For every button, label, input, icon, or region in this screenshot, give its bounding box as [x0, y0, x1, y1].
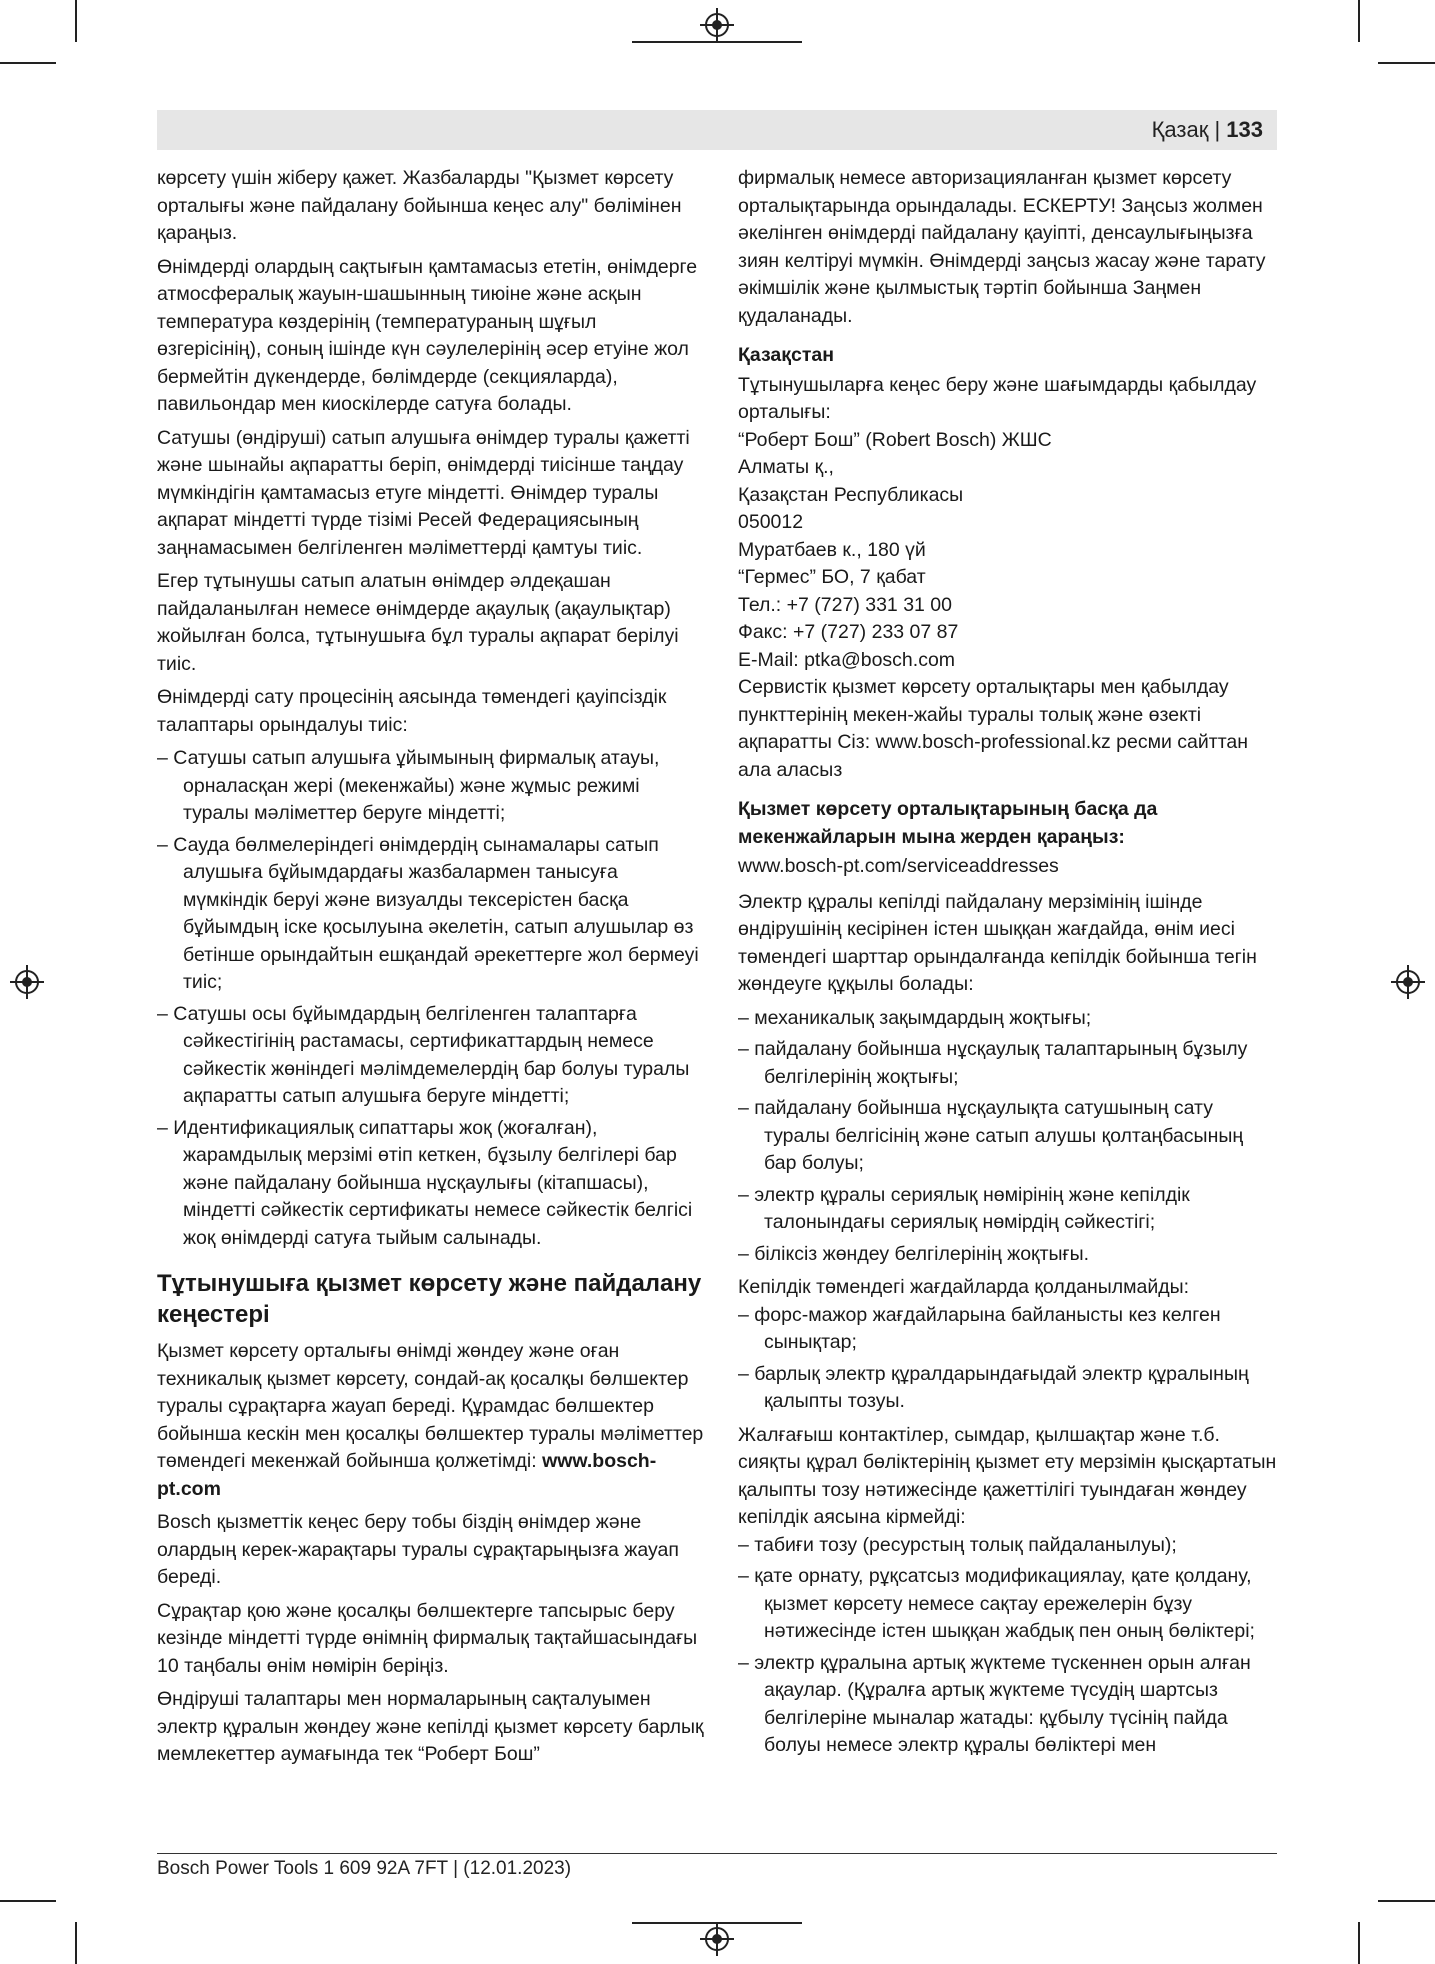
list-item: – барлық электр құралдарындағыдай электр құралының қалыпты тозуы. — [738, 1361, 1278, 1416]
registration-mark-icon — [700, 1922, 734, 1956]
kazakhstan-heading: Қазақстан — [738, 344, 835, 366]
paragraph: фирмалық немесе авторизацияланған қызмет көрсету орталықтарында орындалады. ЕСКЕРТУ! Заңсыз жолмен әкелінген өнімдерді пайдалану қауіпті, денсаулығыңызға зиян келтіруі мүмкін. Өнімдерді заңсыз жасау және тарату әкімшілік және қылмыстық тәртіп бойынша Заңмен қудаланады. — [738, 167, 1266, 327]
phone-line: Тел.: +7 (727) 331 31 00 — [738, 593, 952, 616]
paragraph: Сервистік қызмет көрсету орталықтары мен қабылдау пункттерінің мекен-жайы туралы толық және өзекті ақпаратты Сіз: www.bosch-professional.kz ресми сайттан ала аласыз — [738, 676, 1249, 781]
address-line: Алматы қ., — [738, 456, 834, 478]
paragraph: Bosch қызметтік кеңес беру тобы біздің өнімдер және олардың керек-жарақтары туралы сұрақтарыңызға жауап береді. — [157, 1511, 679, 1588]
list-item: – Сауда бөлмелеріндегі өнімдердің сынамалары сатып алушыға бұйымдардағы жазбалармен танысуға мүмкіндік беруі және визуалды тексерістен басқа бұйымдың іске қосылуына әкелетін, сатып алушылар өз бетінше орындайтын ешқандай әрекеттерге жол бермеуі тиіс; — [157, 832, 705, 997]
address-line: Муратбаев к., 180 үй — [738, 538, 926, 561]
safety-requirements-list — [157, 745, 705, 1252]
header-label: Қазақ | 133 — [1151, 117, 1263, 142]
website-link[interactable]: www.bosch-pt.com — [157, 1450, 657, 1500]
fax-line: Факс: +7 (727) 233 07 87 — [738, 621, 959, 643]
paragraph: Сұрақтар қою және қосалқы бөлшектерге тапсырыс беру кезінде міндетті түрде өнімнің фирмалық тақтайшасындағы 10 таңбалы өнім нөмірін беріңіз. — [157, 1599, 698, 1677]
list-item: – пайдалану бойынша нұсқаулықта сатушының сату туралы белгісінің және сатып алушы қолтаңбасының бар болуы; — [738, 1095, 1278, 1178]
list-item: – Идентификациялық сипаттары жоқ (жоғалған), жарамдылық мерзімі өтіп кеткен, бұзылу белгілері бар және пайдалану бойынша нұсқаулығы (кітапшасы), міндетті сәйкестік сертификаты немесе сәйкестік белгісі жоқ өнімдерді сатуға тыйым салынады. — [157, 1115, 705, 1253]
list-item: – Сатушы осы бұйымдардың белгіленген талаптарға сәйкестігінің растамасы, сертификаттардың немесе сәйкестік жөніндегі мәлімдемелердің бар болуы туралы ақпаратты сатып алушыға беруге міндетті; — [157, 1001, 705, 1111]
crop-mark — [1378, 62, 1435, 64]
paragraph: Жалғағыш контактілер, сымдар, қылшақтар және т.б. сияқты құрал бөліктерінің қызмет ету мерзімін қысқартатын қалыпты тозу нәтижесінде қажеттілігі туындаған жөндеу кепілдік аясына кірмейді: — [738, 1423, 1277, 1528]
paragraph: көрсету үшін жіберу қажет. Жазбаларды "Қызмет көрсету орталығы және пайдалану бойынша кеңес алу" бөлімінен қараңыз. — [157, 167, 682, 244]
list-item: – біліксіз жөндеу белгілерінің жоқтығы. — [738, 1241, 1278, 1269]
email-line: E-Mail: ptka@bosch.com — [738, 648, 956, 671]
list-item: – Сатушы сатып алушыға ұйымының фирмалық атауы, орналасқан жері (мекенжайы) және жұмыс режимі туралы мәліметтер беруге міндетті; — [157, 745, 705, 828]
list-item: – қате орнату, рұқсатсыз модификациялау, қате қолдану, қызмет көрсету немесе сақтау ережелерін бұзу нәтижесінде істен шыққан жабдық пен оның бөліктері; — [738, 1563, 1278, 1646]
address-line: 050012 — [738, 511, 804, 533]
right-column — [738, 165, 1278, 1766]
crop-mark — [1358, 0, 1360, 42]
crop-mark — [0, 62, 56, 64]
paragraph: Сатушы (өндіруші) сатып алушыға өнімдер туралы қажетті және шынайы ақпаратты беріп, өнімдерді тиісінше таңдау мүмкіндігін қамтамасыз етуге міндетті. Өнімдер туралы ақпарат міндетті түрде тізімі Ресей Федерациясының заңнамасымен белгіленген мәліметтерді қамтуы тиіс. — [157, 426, 690, 559]
crop-mark — [1378, 1900, 1435, 1902]
crop-mark — [0, 1900, 56, 1902]
address-line: “Роберт Бош” (Robert Bosch) ЖШС — [738, 428, 1052, 451]
service-addresses-link[interactable]: www.bosch-pt.com/serviceaddresses — [738, 855, 1059, 877]
crop-mark — [1358, 1922, 1360, 1964]
service-centers-heading: Қызмет көрсету орталықтарының басқа да мекенжайларын мына жерден қараңыз: — [738, 798, 1158, 848]
registration-mark-icon — [700, 8, 734, 42]
crop-mark — [75, 0, 77, 42]
registration-mark-icon — [1391, 965, 1425, 999]
warranty-exclusions-list — [738, 1302, 1278, 1416]
section-heading: Тұтынушыға қызмет көрсету және пайдалану кеңестері — [157, 1270, 702, 1328]
left-column — [157, 165, 705, 1775]
address-line: Қазақстан Республикасы — [738, 483, 964, 506]
wear-exclusions-list — [738, 1532, 1278, 1760]
address-block — [738, 427, 1278, 675]
list-item: – электр құралы сериялық нөмірінің және кепілдік талонындағы сериялық нөмірдің сәйкестігі; — [738, 1182, 1278, 1237]
crop-mark — [75, 1922, 77, 1964]
paragraph: Кепілдік төмендегі жағдайларда қолданылмайды: — [738, 1276, 1190, 1298]
list-item: – табиғи тозу (ресурстың толық пайдаланылуы); — [738, 1532, 1278, 1560]
header-language: Қазақ — [1151, 117, 1209, 142]
page-number: 133 — [1226, 117, 1263, 142]
registration-mark-icon — [10, 965, 44, 999]
list-item: – форс-мажор жағдайларына байланысты кез келген сынықтар; — [738, 1302, 1278, 1357]
paragraph: Егер тұтынушы сатып алатын өнімдер әлдеқашан пайдаланылған немесе өнімдерде ақаулық (ақаулықтар) жойылған болса, тұтынушыға бұл туралы ақпарат берілуі тиіс. — [157, 570, 679, 675]
page-header — [157, 110, 1277, 150]
paragraph — [157, 1338, 705, 1503]
footer-text: Bosch Power Tools 1 609 92A 7FT | (12.01.2023) — [157, 1858, 572, 1879]
paragraph-text: Қызмет көрсету орталығы өнімді жөндеу және оған техникалық қызмет көрсету, сондай-ақ қосалқы бөлшектер туралы сұрақтарға жауап береді. Құрамдас бөлшектер бойынша кескін мен қосалқы бөлшектер туралы мәліметтер төмендегі мекенжай бойынша қолжетімді: — [157, 1340, 704, 1472]
list-item: – механикалық зақымдардың жоқтығы; — [738, 1005, 1278, 1033]
paragraph: Тұтынушыларға кеңес беру және шағымдарды қабылдау орталығы: — [738, 373, 1257, 423]
paragraph: Өнімдерді олардың сақтығын қамтамасыз ететін, өнімдерге атмосфералық жауын-шашынның тиюіне және асқын температура көздерінің (температураның шұғыл өзгерісінің), соның ішінде күн сәулелерінің әсер етуіне жол бермейтін дүкендерде, бөлімдерде (секцияларда), павильондар мен киоскілерде сатуға болады. — [157, 255, 698, 415]
address-line: “Гермес” БО, 7 қабат — [738, 566, 926, 588]
list-item: – электр құралына артық жүктеме түскеннен орын алған ақаулар. (Құралға артық жүктеме түсудің шартсыз белгілеріне мыналар жатады: құбылу түсінің пайда болуы немесе электр құралы бөліктері мен — [738, 1650, 1278, 1760]
paragraph: Өндіруші талаптары мен нормаларының сақталуымен электр құралын жөндеу және кепілді қызмет көрсету барлық мемлекеттер аумағында тек “Роберт Бош” — [157, 1688, 704, 1765]
paragraph: Электр құралы кепілді пайдалану мерзімінің ішінде өндірушінің кесірінен істен шыққан жағдайда, өнім иесі төмендегі шарттар орындалғанда кепілдік бойынша тегін жөндеуге құқылы болады: — [738, 890, 1257, 995]
footer-divider — [157, 1853, 1277, 1854]
warranty-conditions-list — [738, 1005, 1278, 1269]
paragraph: Өнімдерді сату процесінің аясында төмендегі қауіпсіздік талаптары орындалуы тиіс: — [157, 686, 667, 736]
list-item: – пайдалану бойынша нұсқаулық талаптарының бұзылу белгілерінің жоқтығы; — [738, 1036, 1278, 1091]
